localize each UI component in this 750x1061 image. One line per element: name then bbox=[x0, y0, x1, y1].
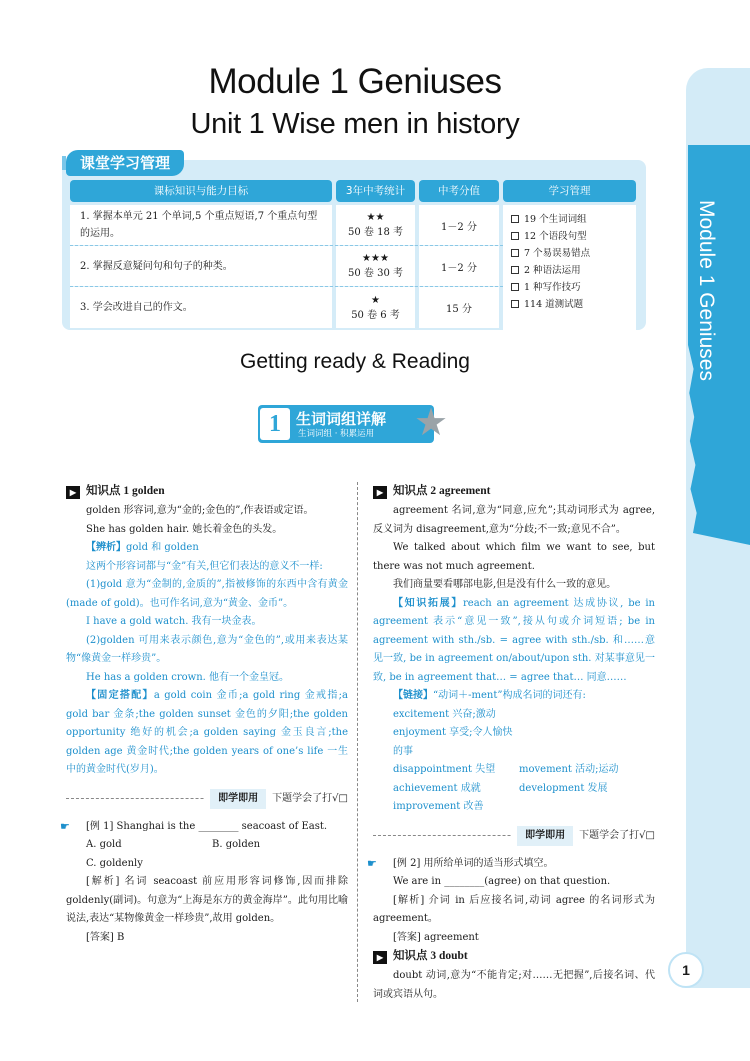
score-cell bbox=[419, 287, 499, 328]
word-row: enjoyment 享受;令人愉快的事 bbox=[393, 727, 513, 757]
management-item[interactable]: 1 种写作技巧 bbox=[511, 279, 636, 296]
score-text: 1－2 分 bbox=[441, 221, 477, 233]
knowledge-point-heading: ▶ 知识点 1 golden bbox=[66, 482, 348, 502]
stars: ★ bbox=[371, 294, 380, 306]
answer: [答案] B bbox=[86, 931, 125, 943]
practice-divider bbox=[373, 823, 655, 849]
analysis-example: He has a golden crown. 他有一个金皇冠。 bbox=[86, 671, 289, 683]
panel-badge: 课堂学习管理 bbox=[66, 150, 184, 176]
table-row bbox=[70, 246, 503, 287]
question-sentence: We are in ________(agree) on that question. bbox=[393, 876, 611, 887]
stat-text: 50 卷 30 考 bbox=[348, 268, 403, 279]
table-row bbox=[70, 205, 503, 246]
option: B. golden bbox=[212, 839, 261, 850]
analysis-example: I have a gold watch. 我有一块金表。 bbox=[86, 616, 262, 627]
play-icon: ▶ bbox=[373, 951, 387, 964]
example-1 bbox=[60, 818, 348, 948]
practice-label: 即学即用 bbox=[210, 789, 266, 810]
table-row bbox=[70, 287, 503, 328]
checkbox-icon bbox=[511, 232, 519, 240]
checkbox-icon bbox=[511, 283, 519, 291]
practice-hint[interactable]: 下题学会了打√□ bbox=[579, 829, 655, 841]
word-row: excitement 兴奋;激动 bbox=[393, 708, 496, 720]
column-divider bbox=[357, 482, 358, 1002]
goal-cell: 2. 掌握反意疑问句和句子的种类。 bbox=[70, 246, 332, 286]
explanation: [解析] 介词 in 后应接名词,动词 agree 的名词形式为 agreement。 bbox=[373, 894, 655, 924]
score-cell bbox=[419, 205, 499, 245]
banner-title: 生词词组详解 bbox=[296, 410, 387, 428]
pointing-hand-icon: ☛ bbox=[367, 856, 377, 870]
table-header: 学习管理 bbox=[503, 180, 636, 202]
stars: ★★ bbox=[366, 212, 385, 223]
example-sentence: She has golden hair. 她长着金色的头发。 bbox=[86, 523, 283, 535]
goal-cell: 1. 掌握本单元 21 个单词,5 个重点短语,7 个重点句型的运用。 bbox=[70, 205, 332, 245]
word-row: disappointment 失望 movement 活动;运动 bbox=[393, 764, 619, 775]
module-title: Module 1 Geniuses bbox=[208, 62, 502, 101]
word-row: achievement 成就 development 发展 bbox=[393, 782, 608, 794]
practice-divider bbox=[66, 786, 348, 812]
knowledge-point-heading: ▶ 知识点 2 agreement bbox=[373, 482, 655, 502]
question: [例 2] 用所给单词的适当形式填空。 bbox=[393, 857, 554, 869]
stat-text: 50 卷 18 考 bbox=[348, 227, 403, 238]
paragraph: doubt 动词,意为“不能肯定;对……无把握”,后接名词、代词或宾语从句。 bbox=[373, 970, 655, 1000]
question: [例 1] Shanghai is the ________ seacoast of East. bbox=[86, 820, 328, 832]
checkbox-icon bbox=[511, 266, 519, 274]
management-item[interactable]: 114 道测试题 bbox=[511, 296, 636, 313]
management-item[interactable]: 7 个易误易错点 bbox=[511, 245, 636, 262]
management-item[interactable]: 12 个语段句型 bbox=[511, 228, 636, 245]
collocation-paragraph: 【固定搭配】a gold coin 金币;a gold ring 金戒指;a gold bar 金条;the golden sunset 金色的夕阳;the golden opportunity 绝好的机会;a golden saying 金玉良言;the golden age 黄金时代;the golden years of one’s life 一生中的黄金时代(岁月)。 bbox=[66, 690, 348, 775]
goal-cell: 3. 学会改进自己的作文。 bbox=[70, 287, 332, 328]
banner-subtitle: 生词词组 · 积累运用 bbox=[298, 429, 375, 439]
knowledge-point-heading: ▶ 知识点 3 doubt bbox=[373, 947, 655, 967]
table-header: 3年中考统计 bbox=[336, 180, 415, 202]
goals-table bbox=[70, 180, 640, 331]
analysis-paragraph: (2)golden 可用来表示颜色,意为“金色的”,或用来表达某物“像黄金一样珍贵”。 bbox=[66, 634, 348, 664]
score-text: 1－2 分 bbox=[441, 262, 477, 274]
right-column bbox=[367, 482, 655, 1004]
stat-text: 50 卷 6 考 bbox=[351, 309, 400, 321]
unit-title: Unit 1 Wise men in history bbox=[190, 108, 520, 140]
analysis-paragraph: 这两个形容词都与“金”有关,但它们表达的意义不一样: bbox=[86, 560, 323, 572]
table-header: 课标知识与能力目标 bbox=[70, 180, 332, 202]
checkbox-icon bbox=[511, 300, 519, 308]
page-number: 1 bbox=[668, 952, 704, 988]
score-text: 15 分 bbox=[446, 304, 472, 315]
example-2 bbox=[367, 855, 655, 948]
example-translation: 我们商量要看哪部电影,但是没有什么一致的意见。 bbox=[393, 579, 617, 590]
side-tab-label: Module 1 Geniuses bbox=[695, 200, 718, 381]
option: A. gold bbox=[86, 839, 122, 850]
management-list bbox=[503, 205, 636, 331]
score-cell bbox=[419, 246, 499, 286]
answer: [答案] agreement bbox=[393, 931, 479, 943]
analysis-paragraph: (1)gold 意为“金制的,金质的”,指被修饰的东西中含有黄金(made of gold)。也可作名词,意为“黄金、金币”。 bbox=[66, 579, 348, 609]
analysis-heading: 【辨析】gold 和 golden bbox=[86, 542, 199, 553]
table-header: 中考分值 bbox=[419, 180, 499, 202]
stat-cell bbox=[336, 287, 415, 328]
section-title: Getting ready & Reading bbox=[240, 350, 470, 373]
banner-number: 1 bbox=[260, 408, 290, 440]
paragraph: agreement 名词,意为“同意,应允”;其动词形式为 agree,反义词为 disagreement,意为“分歧;不一致;意见不合”。 bbox=[373, 505, 655, 535]
word-row: improvement 改善 bbox=[393, 801, 484, 812]
checkbox-icon bbox=[511, 249, 519, 257]
table-header-row bbox=[70, 180, 640, 202]
options-row bbox=[66, 836, 348, 855]
stat-cell bbox=[336, 205, 415, 245]
example-sentence: We talked about which film we want to see, but there was not much agreement. bbox=[373, 542, 655, 572]
paragraph: golden 形容词,意为“金的;金色的”,作表语或定语。 bbox=[86, 505, 314, 516]
practice-label: 即学即用 bbox=[517, 826, 573, 847]
explanation: [解析] 名词 seacoast 前应用形容词修饰,因而排除 goldenly(副词)。句意为“上海是东方的黄金海岸”。此句用比喻说法,表达“某物像黄金一样珍贵”,故用 golden。 bbox=[66, 876, 348, 924]
vocabulary-banner bbox=[258, 405, 434, 443]
link-heading: 【链接】“动词＋-ment”构成名词的词还有: bbox=[393, 690, 586, 701]
management-item[interactable]: 19 个生词词组 bbox=[511, 211, 636, 228]
checkbox-icon bbox=[511, 215, 519, 223]
extension-paragraph: 【知识拓展】reach an agreement 达成协议, be in agreement 表示“意见一致”,接从句或介词短语; be in agreement with sth./sb. = agree with sth./sb. 和……意见一致, be in agreement on/about/upon sth. 对某事意见一致, be in agreement that… = agree that… 同意…… bbox=[373, 597, 655, 683]
practice-hint[interactable]: 下题学会了打√□ bbox=[272, 792, 348, 804]
stars: ★★★ bbox=[362, 253, 389, 264]
stat-cell bbox=[336, 246, 415, 286]
left-column bbox=[60, 482, 348, 947]
option: C. goldenly bbox=[86, 857, 143, 869]
management-item[interactable]: 2 种语法运用 bbox=[511, 262, 636, 279]
play-icon: ▶ bbox=[66, 486, 80, 499]
star-icon: ★ bbox=[414, 400, 449, 444]
pointing-hand-icon: ☛ bbox=[60, 819, 70, 833]
play-icon: ▶ bbox=[373, 486, 387, 499]
